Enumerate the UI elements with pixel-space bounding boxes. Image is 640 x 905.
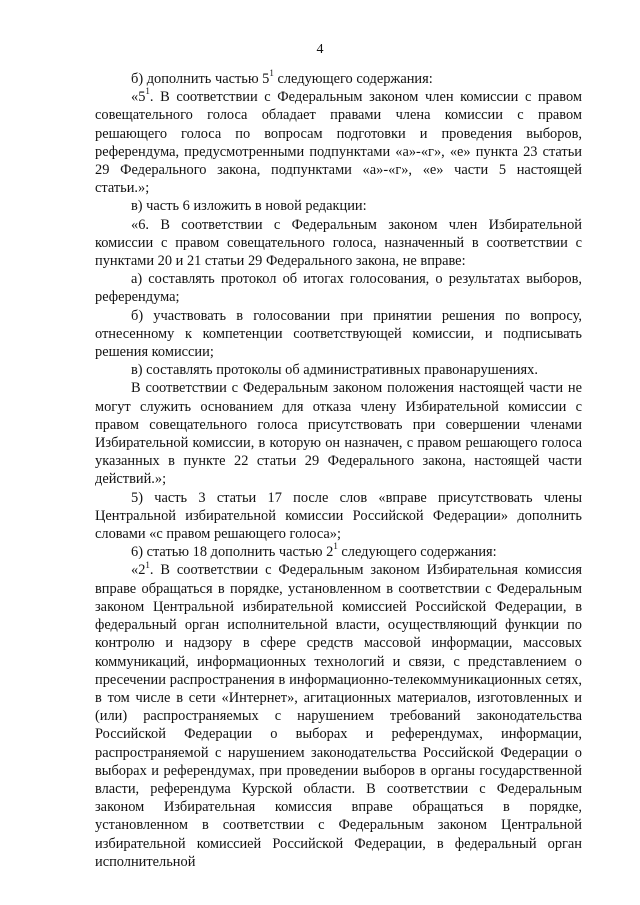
document-body [95,70,582,871]
paragraph-item-5: 5) часть 3 статьи 17 после слов «вправе присутствовать члены Центральной избирательной комиссии Российской Федерации» дополнить словами «с правом решающего голоса»; [95,489,582,543]
paragraph-part-6: «6. В соответствии с Федеральным законом член Избирательной комиссии с правом совещательного голоса, назначенный в соответствии с пунктами 20 и 21 статьи 29 Федерального закона, не вправе: [95,216,582,270]
paragraph-part-6-provision: В соответствии с Федеральным законом положения настоящей части не могут служить основанием для отказа члену Избирательной комиссии с правом совещательного голоса присутствовать при совершении членами Избирательной комиссии, в которую он назначен, с правом решающего голоса указанных в пункте 22 статьи 29 Федерального закона, настоящей части действий.»; [95,380,582,488]
paragraph-item-a: а) составлять протокол об итогах голосования, о результатах выборов, референдума; [95,271,582,306]
paragraph-b-add-part: б) дополнить частью $5^1$ следующего содержания: [131,68,433,87]
paragraph-item-6: 6) статью 18 дополнить частью $2^1$ следующего содержания: [131,541,497,561]
page-number: 4 [316,42,324,57]
paragraph-part-2-1: «$2^1$. В соответствии с Федеральным законом Избирательная комиссия вправе обращаться в порядке, установленном в соответствии с Федеральным законом Центральной избирательной комиссией Российской Федерации, в федеральный орган исполнительной власти, осуществляющий функции по контролю и надзору в сфере средств массовой информации, массовых коммуникаций, информационных технологий и связи, с представлением о пресечении распространения в информационно-телекоммуникационных сетях, в том числе в сети «Интернет», агитационных материалов, изготовленных и (или) распространяемых с нарушением требований законодательства Российской Федерации о выборах и референдумах, информации, распространяемой с нарушением законодательства Российской Федерации о выборах и референдумах, при проведении выборов в органы государственной власти, референдума Курской области. В соответствии с Федеральным законом Избирательная комиссия вправе обращаться в порядке, установленном в соответствии с Федеральным законом Центральной избирательной комиссией Российской Федерации, в федеральный орган исполнительной [95,559,582,870]
paragraph-item-b: б) участвовать в голосовании при принятии решения по вопросу, отнесенному к компетенции соответствующей комиссии, и подписывать решения комиссии; [95,307,582,361]
paragraph-part-5-1: «$5^1$. В соответствии с Федеральным законом член комиссии с правом совещательного голоса обладает правами члена комиссии с правом решающего голоса по вопросам подготовки и проведения выборов, референдума, предусмотренными подпунктами «а»-«г», «е» пункта 23 статьи 29 Федерального закона, подпунктами «а»-«г», «е» части 5 настоящей статьи.»; [95,86,582,197]
paragraph-item-v: в) составлять протоколы об административных правонарушениях. [131,362,538,379]
paragraph-v-new-edition: в) часть 6 изложить в новой редакции: [131,198,367,215]
